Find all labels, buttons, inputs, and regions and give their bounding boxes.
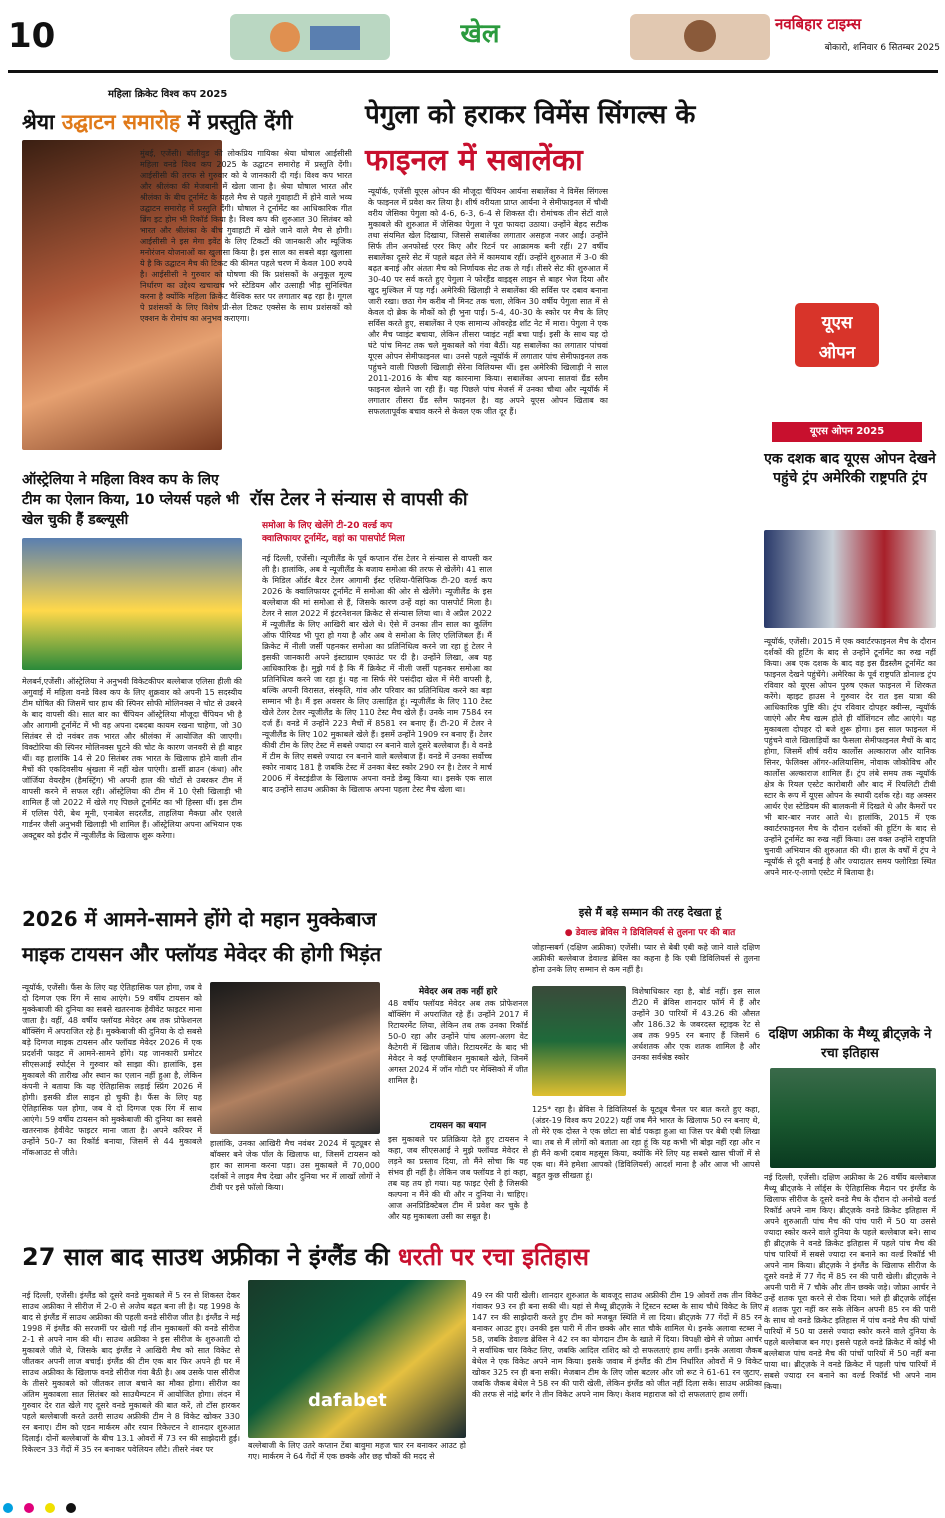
story7-body3: 125* रहा है। ब्रेविस ने डिविलियर्स के यूट्यूब चैनल पर बात करते हुए कहा, (अंडर-19 विश्व कप 2022) यहीं जब मैंने भारत के खिलाफ 50 रन बनाए थे, तो मेरे एक दोस्त ने एक छोटा सा बोर्ड पकड़ा हुआ था जिस पर बेबी एबी लिखा था। तब से मैं लोगों को बताता आ रहा हूं कि यह कभी भी बोझ नहीं रहा और न ही मैंने कभी दबाव महसूस किया, क्योंकि मेरे लिए यह सबसे खास चीजों में से एक था। मैंने हमेशा आपको (डिविलियर्स) आदर्श माना है और आज भी आपसे बहुत कुछ सीखता हूं। (532, 1105, 760, 1180)
story2-headline-line1: पेगुला को हराकर विमेंस सिंगल्स के (365, 100, 696, 130)
story4-sub-line1: समोआ के लिए खेलेंगे टी-20 वर्ल्ड कप (262, 521, 393, 531)
story4-subheadline (262, 520, 552, 546)
story4-headline: रॉस टेलर ने संन्यास से वापसी की (250, 489, 468, 510)
story9-headline-part-b: धरती पर रचा इतिहास (397, 1243, 589, 1271)
australia-team-photo (22, 538, 242, 670)
badge-line2: ओपन (818, 343, 856, 363)
story6-body1: न्यूयॉर्क, एजेंसी। फैंस के लिए यह ऐतिहासिक पल होगा, जब वे दो दिग्गज एक रिंग में साथ आएंगे। 59 वर्षीय टायसन को मुक्केबाजी की दुनिया का सबसे खतरनाक हेवीवेट फाइटर माना जाता है। वहीं, 48 वर्षीय फ्लॉयड मेवेदर अब तक प्रोफेशनल बॉक्सिंग में अपराजित रहे हैं। मुक्केबाजी की दुनिया के दो सबसे बड़े दिग्गज माइक टायसन और फ्लॉयड मेवेदर 2026 में एक प्रदर्शनी फाइट में आमने-सामने होंगे। यह जानकारी प्रमोटर सीएसआई स्पोर्ट्स ने गुरुवार को साझा की। हालांकि, इस मुकाबले की तारीख और स्थान का एलान नहीं हुआ है, लेकिन कंपनी ने बताया कि यह ऐतिहासिक लड़ाई स्प्रिंग 2026 में होगी। इसकी डील साइन हो चुकी है। फैंस के लिए यह ऐतिहासिक पल होगा, जब वे दो दिग्गज एक रिंग में साथ आएंगे। 59 वर्षीय टायसन को मुक्केबाजी की दुनिया का सबसे खतरनाक हेवीवेट फाइटर माना जाता है। अपने करियर में उन्होंने 50-7 का रिकॉर्ड बनाया, जिसमें से 44 मुकाबले नॉकआउट से जीते। (22, 983, 202, 1157)
story9-body1: नई दिल्ली, एजेंसी। इंग्लैंड को दूसरे वनडे मुकाबले में 5 रन से शिकस्त देकर साउथ अफ्रीका ने सीरीज में 2-0 से अजेय बढ़त बना ली है। यह 1998 के बाद से इंग्लैंड में साउथ अफ्रीका की पहली वनडे सीरीज जीत है। इंग्लैंड ने मई 1998 में इंग्लैंड की सरजमीं पर खेली गई तीन मुकाबलों की वनडे सीरीज 2-1 से अपने नाम की थी। साउथ अफ्रीका ने इस सीरीज के शुरुआती दो मुकाबले जीते थे, जिसके बाद इंग्लैंड ने आखिरी मैच को सात विकेट से जीतकर अपनी लाज बचाई। इंग्लैंड की टीम एक बार फिर अपने ही घर में साउथ अफ्रीका के खिलाफ वनडे सीरीज गंवा बैठी है। अब उसके पास सीरीज के तीसरे मुकाबले को जीतकर लाज बचाने का मौका होगा। सीरीज का अंतिम मुकाबला सात सितंबर को साउथैम्पटन में आयोजित होगा। लंदन में गुरुवार देर रात खेले गए दूसरे वनडे मुकाबले की बात करें, तो टॉस हारकर पहले बल्लेबाजी करते उतरी साउथ अफ्रीकी टीम ने 8 विकेट खोकर 330 रन बनाए। टीम को एडन मार्करम और रयान रिकेल्टन ने शानदार शुरुआत दिलाई। दोनों बल्लेबाजों के बीच 13.1 ओवरों में 73 रन की साझेदारी हुई। रिकेल्टन 33 गेंदों में 35 रन बनाकर पवेलियन लौटे। तीसरे नंबर पर (22, 1291, 240, 1454)
story1-headline-part-c: में प्रस्तुति देंगी (180, 110, 293, 134)
story1-headline-part-b: उद्घाटन समारोह (61, 110, 181, 134)
breetzke-photo (770, 1068, 936, 1168)
south-africa-players-photo (248, 1280, 466, 1438)
story6-body2: 48 वर्षीय फ्लॉयड मेवेदर अब तक प्रोफेशनल बॉक्सिंग में अपराजित रहे हैं। उन्होंने 2017 में रिटायरमेंट लिया, लेकिन तब तक उनका रिकॉर्ड 50-0 रहा और उन्होंने पांच अलग-अलग वेट कैटेगरी में खिताब जीते। रिटायरमेंट के बाद भी मेवेदर ने कई एग्जीबिशन मुकाबले खेले, जिनमें अगस्त 2024 में जॉन गोटी पर मेक्सिको में जीत शामिल है। (388, 999, 528, 1085)
section-title: खेल (460, 19, 500, 49)
brevis-photo (532, 986, 626, 1096)
story4-sub-line2: क्वालिफायर टूर्नामेंट, वहां का पासपोर्ट मिला (262, 534, 405, 544)
badge-line1: यूएस (821, 313, 853, 333)
story1-headline-part-a: श्रेया (22, 110, 62, 134)
story8-body: नई दिल्ली, एजेंसी। दक्षिण अफ्रीका के 26 वर्षीय बल्लेबाज मैथ्यू ब्रीट्ज़के ने लॉर्ड्स के ऐतिहासिक मैदान पर इंग्लैंड के खिलाफ सीरीज के दूसरे वनडे मैच के दौरान दो अनोखे वर्ल्ड रिकॉर्ड अपने नाम किए। ब्रीट्ज़के वनडे क्रिकेट इतिहास में अपने शुरुआती पांच मैच की पांच पारी में 50 या उससे ज्यादा स्कोर करने वाले दुनिया के पहले बल्लेबाज बने। साथ ही ब्रीट्ज़के ने वनडे क्रिकेट इतिहास में पहले पांच मैच की पांच पारियों में सबसे ज्यादा रन बनाने का वर्ल्ड रिकॉर्ड भी अपने नाम किया। ब्रीट्ज़के ने इंग्लैंड के खिलाफ सीरीज के दूसरे वनडे में 77 गेंद में 85 रन की पारी खेली। ब्रीट्ज़के ने अपनी पारी में 7 चौके और तीन छक्के जड़े। जोफ्रा आर्चर ने उन्हें शतक पूरा करने से रोक दिया। भले ही ब्रीट्ज़के लॉर्ड्स में शतक पूरा नहीं कर सके लेकिन अपनी 85 रन की पारी के साथ वो वनडे क्रिकेट इतिहास में पांच वनडे मैच की पांचों पारियों में 50 या उससे ज्यादा स्कोर करने वाले दुनिया के पहले बल्लेबाज बन गए। इससे पहले वनडे क्रिकेट में कोई भी बल्लेबाज पांच वनडे मैच की पांचों पारियों में 50 नहीं बना पाया था। ब्रीट्ज़के ने वनडे क्रिकेट में पहली पांच पारियों में सबसे ज्यादा रन बनाने का वर्ल्ड रिकॉर्ड भी अपने नाम किया। (764, 1173, 936, 1391)
us-open-badge (792, 300, 882, 370)
story6-kicker2: टायसन का बयान (429, 1121, 487, 1131)
story9-headline (22, 1240, 762, 1273)
story3-headline: ऑस्ट्रेलिया ने महिला विश्व कप के लिए टीम का ऐलान किया, 10 प्लेयर्स पहले भी खेल चुकी हैं डब्ल्यूसी (22, 472, 240, 528)
story7-sub-text: डेवाल्ड ब्रेविस ने डिविलियर्स से तुलना पर की बात (575, 928, 736, 938)
story1-headline (22, 108, 352, 136)
story6-body3: इस मुकाबले पर प्रतिक्रिया देते हुए टायसन ने कहा, जब सीएसआई ने मुझे फ्लॉयड मेवेदर से लड़ने का प्रस्ताव दिया, तो मैंने सोचा कि यह संभव ही नहीं है। लेकिन जब फ्लॉयड ने हां कहा, तब यह तय हो गया। यह फाइट ऐसी है जिसकी कल्पना न मैंने की थी और न दुनिया ने। चाहिए। आज अनप्रिडिक्टेबल टीम में प्रवेश कर चुके है और यह मुकाबला उसी का सबूत है। (388, 1135, 528, 1221)
story5-headline: एक दशक बाद यूएस ओपन देखने पहुंचे ट्रंप अमेरिकी राष्ट्रपति ट्रंप (764, 451, 936, 486)
cyan-dot (3, 1503, 13, 1513)
story9-body2: बल्लेबाजी के लिए उतरे कप्तान टेंबा बावुमा महज चार रन बनाकर आउट हो गए। मार्करम ने 64 गेंदों में एक छक्के और छह चौकों की मदद से (248, 1441, 466, 1461)
tyson-mayweather-photo (210, 982, 380, 1134)
story6-headline-line2: माइक टायसन और फ्लॉयड मेवेदर की होगी भिड़ंत (22, 942, 382, 966)
print-color-bar (0, 1500, 945, 1514)
trump-us-open-photo (764, 530, 936, 628)
story5-body: न्यूयॉर्क, एजेंसी। 2015 में एक क्वार्टरफाइनल मैच के दौरान दर्शकों की हूटिंग के बाद से उन्होंने टूर्नामेंट का रुख नहीं किया। अब एक दशक के बाद वह इस ग्रैंडस्लैम टूर्नामेंट का फाइनल देखने पहुंचेंगे। अमेरिका के पूर्व राष्ट्रपति डोनाल्ड ट्रंप रविवार को यूएस ओपन पुरुष एकल फाइनल में शिरकत करेंगे। व्हाइट हाउस ने गुरुवार देर रात इस यात्रा की आधिकारिक पुष्टि की। ट्रंप रविवार दोपहर क्वीन्स, न्यूयॉर्क जाएंगे और मैच खत्म होते ही वॉशिंगटन लौट आएंगे। यह मुकाबला दोपहर दो बजे शुरू होगा। इस साल फाइनल में पहुंचने वाले खिलाड़ियों का फैसला सेमीफाइनल मैचों के बाद होगा, जिसमें शीर्ष वरीय कार्लोस अल्काराज और यानिक सिनर, फेलिक्स ऑगर-अलियासिम, नोवाक जोकोविच और कार्लोस अल्काराज शामिल हैं। ट्रंप लंबे समय तक न्यूयॉर्क क्षेत्र के रियल एस्टेट कारोबारी और बाद में रियलिटी टीवी स्टार के रूप में यूएस ओपन के स्थायी दर्शक रहे। वह अक्सर आर्थर ऐश स्टेडियम की बालकनी में दिखते थे और कैमरों पर भी बार-बार नजर आते थे। हालांकि, 2015 में एक क्वार्टरफाइनल मैच के दौरान दर्शकों की हूटिंग के बाद से उन्होंने टूर्नामेंट का रुख नहीं किया। उस वक्त उन्होंने राष्ट्रपति चुनावी अभियान की शुरुआत की थी। हाल के वर्षों में ट्रंप ने न्यूयॉर्क से दूरी बनाई है और ज्यादातर समय फ्लोरिडा स्थित अपने मार-ए-लागो एस्टेट में बिताया है। (764, 637, 936, 877)
story8-headline: दक्षिण अफ्रीका के मैथ्यू ब्रीट्ज़के ने रचा इतिहास (768, 1027, 932, 1061)
story3-body: मेलबर्न,एजेंसी। ऑस्ट्रेलिया ने अनुभवी विकेटकीपर बल्लेबाज एलिसा हीली की अगुवाई में महिला वनडे विश्व कप के लिए शुक्रवार को अपनी 15 सदस्यीय टीम घोषित की जिसमें चार हाथ की स्पिनर सोफी मोलिनक्स ने चोट से उबरने के बाद वापसी की। सात बार का चैंपियन ऑस्ट्रेलिया मौजूदा चैंपियन भी है और आगामी टूर्नामेंट में भी वह अपना दबदबा कायम रखना चाहेगा, जो 30 सितंबर से दो नवंबर तक भारत और श्रीलंका में आयोजित की जाएगी। विक्टोरिया की स्पिनर मोलिनक्स घुटने की चोट के कारण जनवरी से ही बाहर थीं। वह हालांकि 14 से 20 सितंबर तक भारत के खिलाफ होने वाली तीन मैचों की एकदिवसीय श्रृंखला में नहीं खेल पाएंगी। डार्सी ब्राउन (कंधा) और जॉर्जिया वेयरहैम (हैमस्ट्रिंग) भी अपनी हाल की चोटों से उबरकर टीम में वापसी करने में सफल रही। ऑस्ट्रेलिया की टीम में 10 ऐसी खिलाड़ी भी शामिल हैं जो 2022 में खेले गए पिछले टूर्नामेंट का भी हिस्सा थीं। इस टीम में एलिस पेरी, बेथ मूनी, एनाबेल सदरलैंड, ताहलिया मैकग्रा और एशले गार्डनर जैसी अनुभवी खिलाड़ी भी शामिल हैं। ऑस्ट्रेलिया अपना अभियान एक अक्टूबर को इंदौर में न्यूजीलैंड के खिलाफ शुरू करेगा। (22, 677, 242, 840)
story7-headline: इसे मैं बड़े सम्मान की तरह देखता हूं (578, 906, 722, 919)
story1-body: मुंबई, एजेंसी। बॉलीवुड की लोकप्रिय गायिका श्रेया घोषाल आईसीसी महिला वनडे विश्व कप 2025 के उद्घाटन समारोह में प्रस्तुति देंगी। आईसीसी की तरफ से गुरुवार को ये जानकारी दी गई। विश्व कप भारत और श्रीलंका की मेजबानी में खेला जाना है। श्रेया घोषाल भारत और श्रीलंका के बीच टूर्नामेंट के पहले मैच से पहले गुवाहाटी में होने वाले भव्य उद्घाटन समारोह में प्रस्तुति देंगी। घोषाल ने टूर्नामेंट का आधिकारिक गीत ब्रिंग इट होम भी रिकॉर्ड किया है। विश्व कप की शुरुआत 30 सितंबर को भारत और श्रीलंका के बीच गुवाहाटी में खेले जाने वाले मैच से होगी। आईसीसी ने इस मेगा इवेंट के लिए टिकटों की जानकारी और म्यूजिक मनोरंजन योजनाओं का खुलासा किया है। इस साल का सबसे बड़ा खुलासा ये है कि उद्घाटन मैच की टिकट की कीमत पहले चरण में केवल 100 रुपये है। आईसीसी ने गुरुवार को घोषणा की कि प्रशंसकों के अनुकूल मूल्य निर्धारण का उद्देश्य खचाखच भरे स्टेडियम और उत्साही भीड़ सुनिश्चित करना है क्योंकि महिला क्रिकेट वैश्विक स्तर पर लगातार बढ़ रहा है। गूगल पे प्रशंसकों के लिए विशेष प्री-सेल टिकट एक्सेस के साथ प्रशंसकों को एक्शन के रोमांच का अनुभव कराएगा। (140, 149, 352, 323)
header-rule (8, 70, 938, 73)
page-number: 10 (8, 16, 56, 56)
story7-body1: जोहान्सबर्ग (दक्षिण अफ्रीका) एजेंसी। प्यार से बेबी एबी कहे जाने वाले दक्षिण अफ्रीकी बल्लेबाज डेवाल्ड ब्रेविस का कहना है कि एबी डिविलियर्स से तुलना होना उनके लिए सम्मान से कम नहीं है। (532, 943, 760, 974)
black-dot (66, 1503, 76, 1513)
story5-tag: यूएस ओपन 2025 (772, 422, 922, 442)
story4-body: नई दिल्ली, एजेंसी। न्यूजीलैंड के पूर्व कप्तान रॉस टेलर ने संन्यास से वापसी कर ली है। हालांकि, अब वे न्यूजीलैंड के बजाय समोआ की तरफ से खेलेंगे। 41 साल के मिडिल ऑर्डर बैटर टेलर आगामी ईस्ट एशिया-पैसिफिक टी-20 वर्ल्ड कप 2026 के क्वालिफायर टूर्नामेंट में समोआ की ओर से खेलेंगे। न्यूजीलैंड के इस बल्लेबाज की मां समोआ से हैं, जिसके कारण उन्हें वहां का पासपोर्ट मिला है। टेलर ने साल 2022 में इंटरनेशनल क्रिकेट से संन्यास लिया था। वे अप्रैल 2022 में न्यूजीलैंड के लिए आखिरी बार खेले थे। ऐसे में उनका तीन साल का कूलिंग ऑफ पीरियड भी पूरा हो गया है और अब वे समोआ के लिए एलिजिबल हैं। मैं क्रिकेट में नीली जर्सी पहनकर समोआ का प्रतिनिधित्व करने जा रहा हूं टेलर ने इसकी जानकारी अपने इंस्टाग्राम एकाउंट पर दी है। उन्होंने लिखा, अब यह आधिकारिक है। मुझे गर्व है कि मैं क्रिकेट में नीली जर्सी पहनकर समोआ का प्रतिनिधित्व करने जा रहा हूं। यह ना सिर्फ मेरे पसंदीदा खेल में मेरी वापसी है, बल्कि अपनी विरासत, संस्कृति, गांव और परिवार का प्रतिनिधित्व करने का बड़ा सम्मान भी है। मैं इस अवसर के लिए उत्साहित हूं। न्यूजीलैंड के लिए 110 टेस्ट खेले टेलर टेलर न्यूजीलैंड के लिए 110 टेस्ट मैच खेले हैं। उनके नाम 7584 रन दर्ज हैं। वनडे में उन्होंने 223 मैचों में 8581 रन बनाए हैं। टी-20 में टेलर ने न्यूजीलैंड के लिए 102 मुकाबले खेले हैं। इसमें उन्होंने 1909 रन बनाए हैं। टेलर कीवी टीम के लिए टेस्ट में सबसे ज्यादा रन बनाने वाले दूसरे बल्लेबाज हैं। वे वनडे में टीम के लिए सबसे ज्यादा रन बनाने वाले बल्लेबाज हैं। वनडे में उनका सर्वोच्च स्कोर नाबाद 181 है जबकि टेस्ट में उनका बेस्ट स्कोर 290 रन है। टेलर ने मार्च 2006 में वेस्टइंडीज के खिलाफ अपना वनडे डेब्यू किया था। इसके एक साल बाद उन्होंने साउथ अफ्रीका के खिलाफ अपना पहला टेस्ट मैच खेला था। (262, 554, 492, 794)
newspaper-name: नवबिहार टाइम्स (775, 15, 862, 33)
sponsor-logo: dafabet (308, 1390, 387, 1411)
story9-headline-part-a: 27 साल बाद साउथ अफ्रीका ने इंग्लैंड की (22, 1243, 398, 1271)
story9-body3: 49 रन की पारी खेली। शानदार शुरुआत के बावजूद साउथ अफ्रीकी टीम 19 ओवरों तक तीन विकेट गंवाकर 93 रन ही बना सकी थी। यहां से मैथ्यू ब्रीट्ज़के ने ट्रिस्टन स्टब्स के साथ चौथे विकेट के लिए 147 रन की साझेदारी करते हुए टीम को मजबूत स्थिति में ला दिया। ब्रीट्ज़के 77 गेंदों में 85 रन बनाकर आउट हुए। उनकी इस पारी में तीन छक्के और सात चौके शामिल थे। इनके अलावा स्टब्स ने 58, जबकि डेवाल्ड ब्रेविस ने 42 रन का योगदान टीम के खाते में दिया। विपक्षी खेमे से जोफ्रा आर्चर ने सर्वाधिक चार विकेट लिए, जबकि आदिल राशिद को दो सफलताएं हाथ लगीं। इनके अलावा जैकब बेथेल ने एक विकेट अपने नाम किया। इसके जवाब में इंग्लैंड की टीम निर्धारित ओवरों में 9 विकेट खोकर 325 रन ही बना सकी। मेजबान टीम के लिए जोस बटलर और जो रूट ने 61-61 रन जुटाए, जबकि जैकब बेथेल ने 58 रन की पारी खेली, लेकिन इंग्लैंड को जीत नहीं दिला सके। साउथ अफ्रीका की तरफ से नांद्रे बर्गर ने तीन विकेट अपने नाम किए। केशव महाराज को दो सफलताएं हाथ लगीं। (472, 1291, 762, 1399)
story2-headline (365, 92, 795, 184)
story2-headline-line2: फाइनल में सबालेंका (365, 143, 583, 178)
story7-body2: विशेषाधिकार रहा है, बोर्ड नहीं। इस साल टी20 में ब्रेविस शानदार फॉर्म में हैं और उन्होंने 30 पारियों में 43.26 की औसत और 186.32 के जबरदस्त स्ट्राइक रेट से अब तक 995 रन बनाए हैं जिसमें 6 अर्धशतक और एक शतक शामिल है और उनका सर्वश्रेष्ठ स्कोर (632, 987, 760, 1062)
story2-body: न्यूयॉर्क, एजेंसी यूएस ओपन की मौजूदा चैंपियन आर्यना सबालेंका ने विमेंस सिंगल्स के फाइनल में प्रवेश कर लिया है। शीर्ष वरीयता प्राप्त आर्यना ने सेमीफाइनल में चौथी वरीय जेसिका पेगुला को 4-6, 6-3, 6-4 से शिकस्त दी। रोमांचक तीन सेटों वाले मुकाबले की शुरुआत में जेसिका पेगुला ने पूरा फायदा उठाया। उन्होंने बेहद सटीक तथा संयमित खेल दिखाया, जिससे सबालेंका लगातार असहज नजर आईं। उन्होंने सिर्फ तीन अनफोर्स्ड एरर किए और रिटर्न पर आक्रामक बनी रहीं। 27 वर्षीय सबालेंका दूसरे सेट में पहले बढ़त लेने में कामयाब रहीं। उन्होंने शुरुआत में 3-0 की बढ़त बनाई और अंततः मैच को निर्णायक सेट तक ले गईं। तीसरे सेट की शुरुआत में 30-40 पर सर्व करते हुए पेगुला ने फोरहैंड वाइड्स लाइन से बाहर भेज दिया और खुद मुश्किल में पड़ गईं। अमेरिकी खिलाड़ी ने सबालेंका की सर्विस पर दबाव बनाना जारी रखा। छठा गेम करीब नौ मिनट तक चला, लेकिन 30 वर्षीय पेगुला सात में से केवल दो ब्रेक के मौकों को ही भुना पाईं। 5-4, 40-30 के स्कोर पर मैच के लिए सर्विस करते हुए, सबालेंका ने एक सामान्य ओवरहेड शॉट नेट में मारा। पेगुला ने एक और मैच प्वाइंट बचाया, लेकिन तीसरा प्वाइंट नहीं बचा पाईं। इसी के साथ यह दो घंटे पांच मिनट तक चले मुकाबले को गंवा बैठीं। यह सबालेंका का लगातार पांचवां यूएस ओपन सेमीफाइनल था। उनसे पहले न्यूयॉर्क में लगातार पांच सेमीफाइनल तक पहुंचने वाली पिछली खिलाड़ी सेरेना विलियम्स थीं। इस अमेरिकी खिलाड़ी ने साल 2011-2016 के बीच यह कारनामा किया। सबालेंका अपना सातवां ग्रैंड स्लैम फाइनल खेलने जा रही हैं। यह पिछले पांच मेजर्स में उनका चौथा और न्यूयॉर्क में लगातार तीसरा ग्रैंड स्लैम फाइनल है। वह अपने यूएस ओपन खिताब का सफलतापूर्वक बचाव करने से केवल एक जीत दूर हैं। (368, 187, 608, 416)
story1-kicker: महिला क्रिकेट विश्व कप 2025 (108, 89, 228, 100)
story7-subheadline: ● डेवाल्ड ब्रेविस ने डिविलियर्स से तुलना पर की बात (564, 928, 736, 938)
story6-body4: हालांकि, उनका आखिरी मैच नवंबर 2024 में यूट्यूबर से बॉक्सर बने जेक पॉल के खिलाफ था, जिसमें टायसन को हार का सामना करना पड़ा। उस मुकाबले में 70,000 दर्शकों ने लाइव मैच देखा और दुनिया भर में लाखों लोगों ने टीवी पर इसे फॉलो किया। (210, 1139, 380, 1192)
yellow-dot (45, 1503, 55, 1513)
edition-date: बोकारो, शनिवार 6 सितम्बर 2025 (824, 43, 940, 53)
story6-headline-line1: 2026 में आमने-सामने होंगे दो महान मुक्केबाज (22, 907, 377, 931)
magenta-dot (24, 1503, 34, 1513)
story6-kicker: मेवेदर अब तक नहीं हारे (418, 987, 498, 997)
